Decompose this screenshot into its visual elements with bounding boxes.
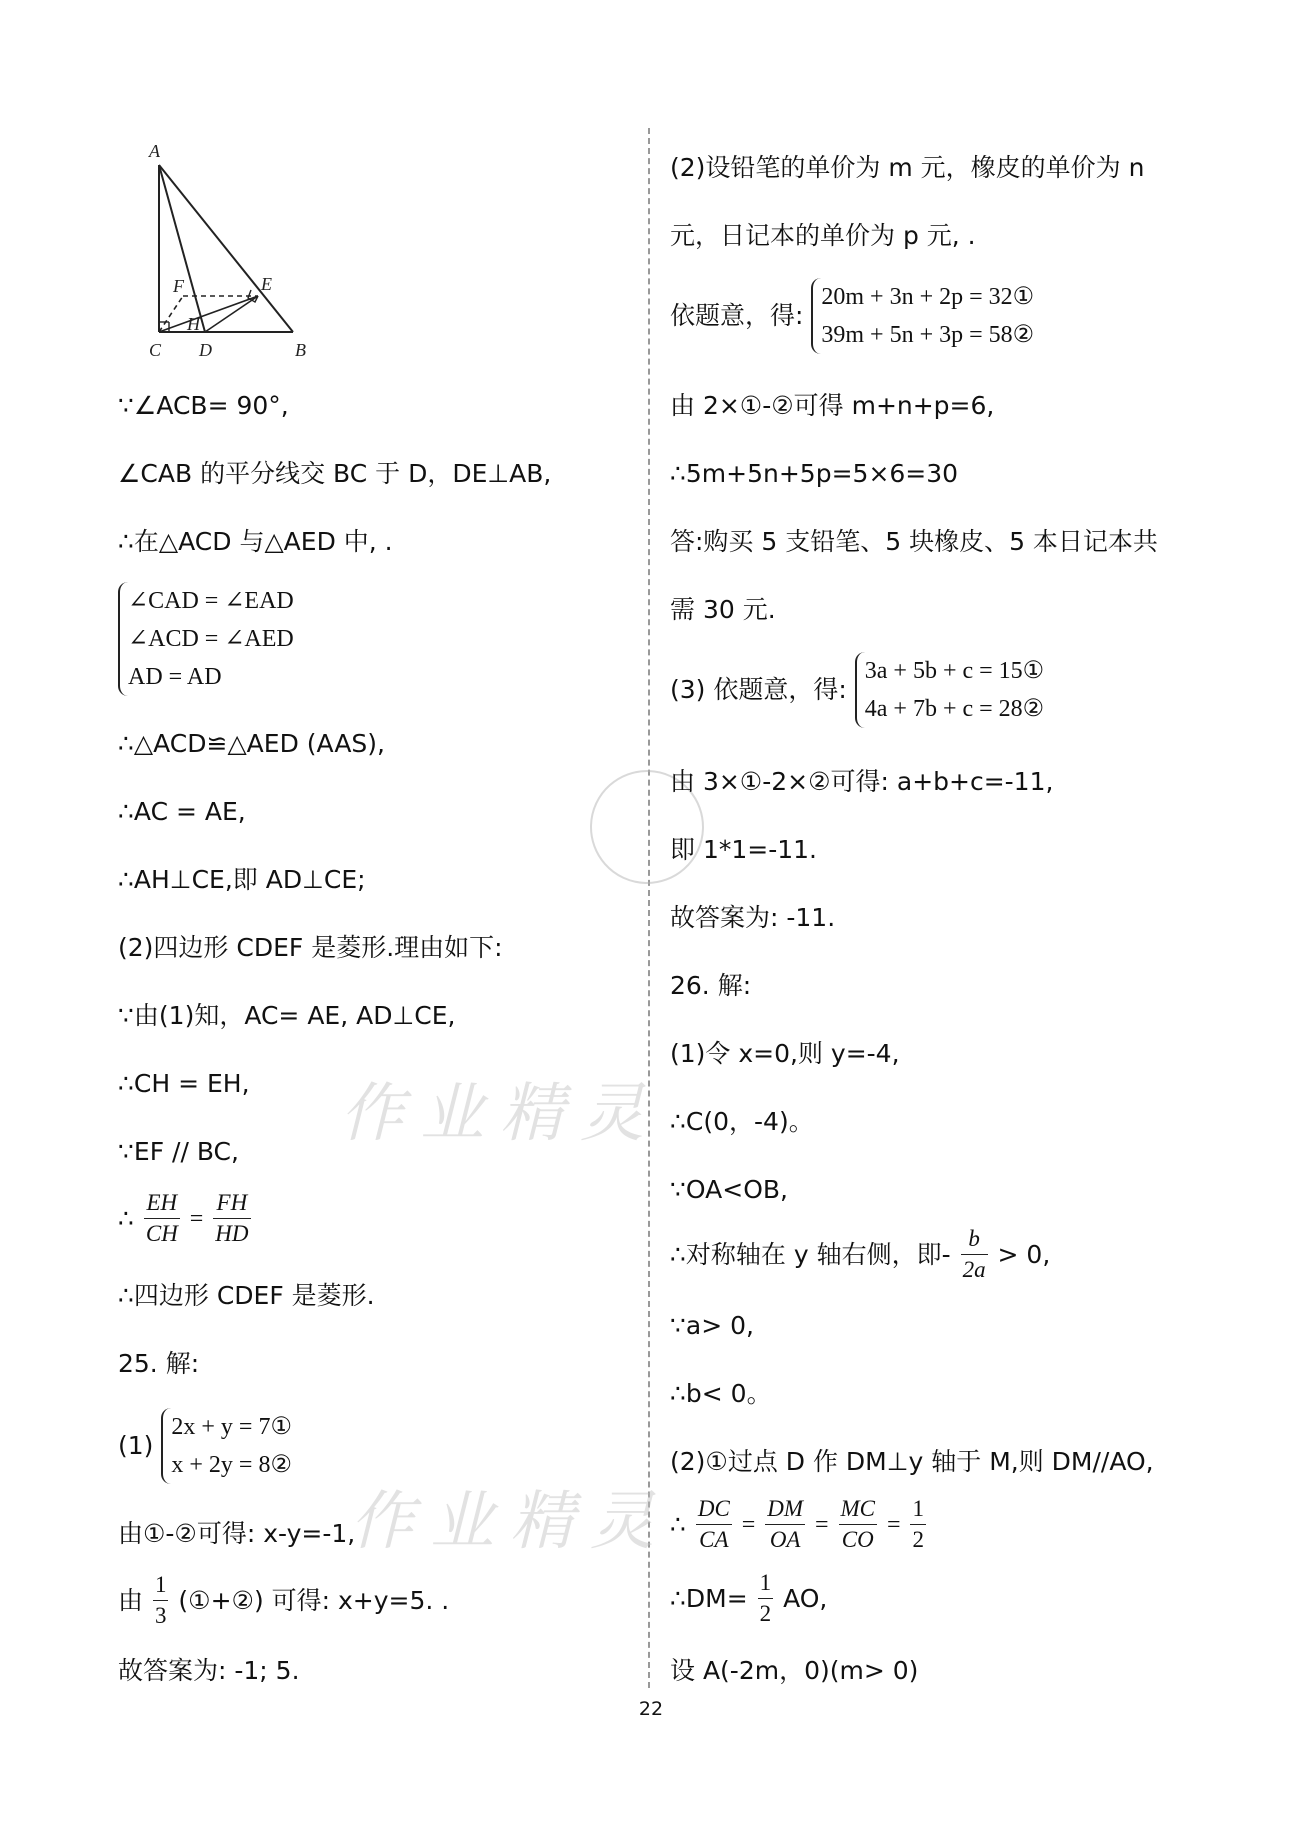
watermark-1: 作业精灵 bbox=[340, 1077, 660, 1151]
text-line: (2)设铅笔的单价为 m 元，橡皮的单价为 n bbox=[670, 153, 1145, 182]
watermark-2: 作业精灵 bbox=[350, 1485, 670, 1559]
text-line: 答:购买 5 支铅笔、5 块橡皮、5 本日记本共 bbox=[670, 527, 1158, 556]
column-divider bbox=[648, 128, 650, 1688]
equation-system-3 bbox=[811, 278, 1038, 354]
text-line: (1)令 x=0,则 y=-4, bbox=[670, 1039, 900, 1068]
fraction-line: ∴ $\frac{EH}{CH}$ = $\frac{FH}{HD}$ bbox=[118, 1188, 253, 1249]
fraction-line bbox=[670, 1224, 1050, 1285]
text-line: (2)四边形 CDEF 是菱形.理由如下: bbox=[118, 933, 503, 962]
text-prefix: ∴DM= bbox=[670, 1583, 748, 1613]
fraction-dc-ca: $\frac{DC}{CA}$ bbox=[697, 1496, 730, 1552]
triangle-figure bbox=[145, 140, 320, 365]
text-line: ∴AH⊥CE,即 AD⊥CE; bbox=[118, 865, 366, 894]
text-line: ∴△ACD≌△AED (AAS), bbox=[118, 729, 385, 758]
equation-line-group bbox=[670, 278, 1038, 354]
fraction-line bbox=[670, 1568, 827, 1629]
answer-line: 故答案为: -11. bbox=[670, 903, 836, 932]
question-heading: 25. 解: bbox=[118, 1349, 200, 1378]
label-a: A bbox=[149, 141, 160, 161]
text-suffix: (①+②) 可得: x+y=5. . bbox=[178, 1585, 450, 1615]
equation-line: ∠ACD = ∠AED bbox=[128, 626, 294, 652]
fraction-b-2a: $\frac{b}{2a}$ bbox=[962, 1226, 986, 1282]
equation-system-1 bbox=[118, 582, 298, 696]
question-heading: 26. 解: bbox=[670, 971, 752, 1000]
text-prefix: 依题意，得: bbox=[670, 301, 804, 330]
fraction-fh-hd: $\frac{FH}{HD}$ bbox=[215, 1190, 249, 1246]
equation-line: 2x + y = 7① bbox=[171, 1414, 292, 1440]
text-line: ∴C(0，-4)。 bbox=[670, 1107, 814, 1136]
equation-system-2 bbox=[161, 1408, 296, 1484]
text-line: ∴CH = EH, bbox=[118, 1069, 250, 1098]
equation-line-group bbox=[118, 1408, 296, 1484]
text-line: ∴AC = AE, bbox=[118, 797, 246, 826]
fraction-line: ∴ $\frac{DC}{CA}$ = $\frac{DM}{OA}$ = $\frac{MC}{CO}$ = $\frac{1}{2}$ bbox=[670, 1494, 928, 1555]
equation-line: 39m + 5n + 3p = 58② bbox=[821, 322, 1035, 348]
text-prefix: (3) 依题意，得: bbox=[670, 675, 847, 704]
text-line: ∴四边形 CDEF 是菱形. bbox=[118, 1281, 375, 1310]
text-prefix: 由 bbox=[118, 1585, 144, 1615]
therefore-symbol: ∴ bbox=[670, 1509, 686, 1539]
text-line: ∵OA<OB, bbox=[670, 1175, 788, 1204]
text-line: ∠CAB 的平分线交 BC 于 D，DE⊥AB, bbox=[118, 459, 552, 488]
fraction-one-third: $\frac{1}{3}$ bbox=[154, 1572, 167, 1628]
equation-line: ∠CAD = ∠EAD bbox=[128, 588, 294, 614]
text-line: 需 30 元. bbox=[670, 595, 776, 624]
label-f: F bbox=[173, 276, 184, 296]
equation-line: 4a + 7b + c = 28② bbox=[864, 696, 1045, 722]
text-line: ∵a> 0, bbox=[670, 1311, 754, 1340]
text-line: ∴5m+5n+5p=5×6=30 bbox=[670, 459, 959, 488]
text-line: ∴b< 0。 bbox=[670, 1379, 772, 1408]
text-suffix: > 0, bbox=[997, 1239, 1051, 1269]
text-line: ∵由(1)知，AC= AE, AD⊥CE, bbox=[118, 1001, 456, 1030]
text-line: ∵EF // BC, bbox=[118, 1137, 239, 1166]
fraction-line bbox=[118, 1570, 449, 1631]
text-line: (2)①过点 D 作 DM⊥y 轴于 M,则 DM//AO, bbox=[670, 1447, 1154, 1476]
fraction-dm-oa: $\frac{DM}{OA}$ bbox=[767, 1496, 804, 1552]
text-line: 设 A(-2m，0)(m> 0) bbox=[670, 1656, 919, 1685]
answer-line: 故答案为: -1; 5. bbox=[118, 1656, 300, 1685]
text-line: ∴在△ACD 与△AED 中, . bbox=[118, 527, 393, 556]
text-prefix: ∴对称轴在 y 轴右侧，即- bbox=[670, 1239, 951, 1269]
label-b: B bbox=[295, 340, 306, 360]
therefore-symbol: ∴ bbox=[118, 1203, 134, 1233]
equation-line: 20m + 3n + 2p = 32① bbox=[821, 284, 1035, 310]
equation-line: x + 2y = 8② bbox=[171, 1452, 292, 1478]
segment-ce bbox=[159, 296, 258, 332]
text-suffix: AO, bbox=[783, 1583, 828, 1613]
text-line: ∵∠ACB= 90°, bbox=[118, 391, 289, 420]
segment-cf-dashed bbox=[159, 296, 183, 332]
text-line: 即 1*1=-11. bbox=[670, 835, 817, 864]
equation-line: 3a + 5b + c = 15① bbox=[864, 658, 1045, 684]
segment-de bbox=[205, 296, 258, 332]
page-number: 22 bbox=[638, 1698, 664, 1720]
text-line: 由 2×①-②可得 m+n+p=6, bbox=[670, 391, 995, 420]
text-line: 由 3×①-2×②可得: a+b+c=-11, bbox=[670, 767, 1054, 796]
segment-ad bbox=[159, 165, 205, 332]
label-e: E bbox=[261, 274, 272, 294]
text-line: 元，日记本的单价为 p 元, . bbox=[670, 221, 976, 250]
fraction-one-half: $\frac{1}{2}$ bbox=[912, 1496, 924, 1552]
label-h: H bbox=[187, 314, 200, 334]
equation-system-4 bbox=[855, 652, 1048, 728]
text-line: 由①-②可得: x-y=-1, bbox=[118, 1519, 356, 1548]
equation-line-group bbox=[670, 652, 1048, 728]
label-d: D bbox=[199, 340, 212, 360]
label-c: C bbox=[149, 340, 162, 360]
part-label: (1) bbox=[118, 1431, 154, 1460]
equation-line: AD = AD bbox=[128, 664, 222, 690]
fraction-mc-co: $\frac{MC}{CO}$ bbox=[840, 1496, 875, 1552]
fraction-eh-ch: $\frac{EH}{CH}$ bbox=[145, 1190, 178, 1246]
fraction-one-half: $\frac{1}{2}$ bbox=[759, 1570, 772, 1626]
